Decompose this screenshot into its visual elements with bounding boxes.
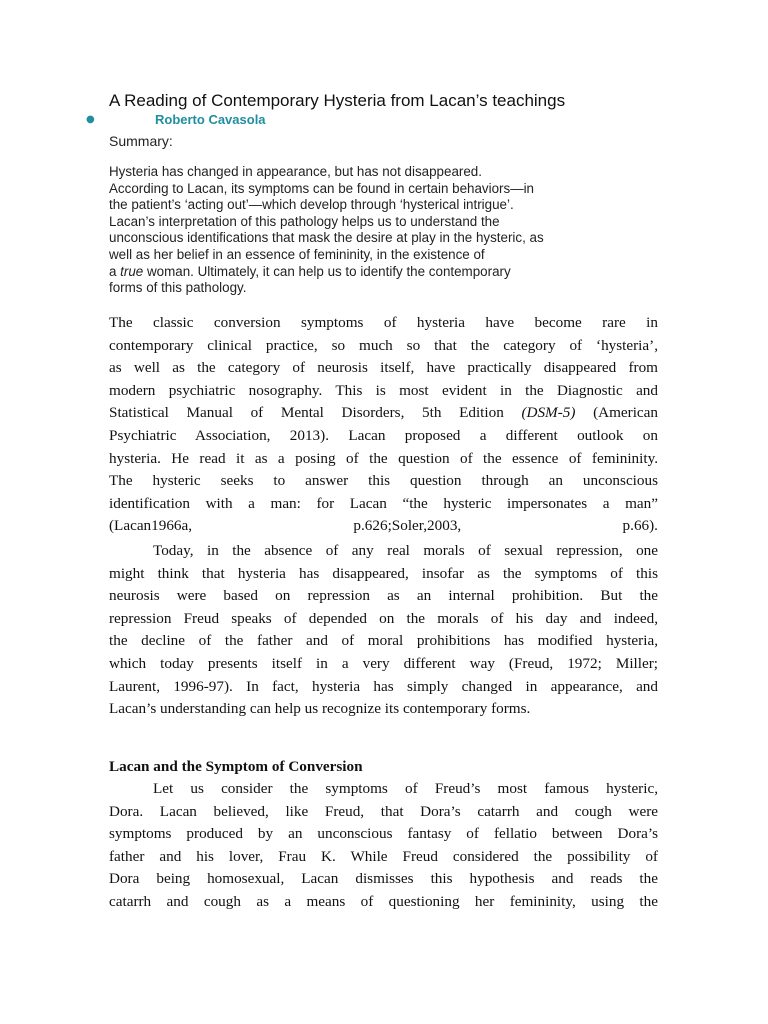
- summary-text-fragment: woman. Ultimately, it can help us to identify the contemporary: [143, 263, 511, 279]
- paragraph-line: catarrh and cough as a means of questioning her femininity, using the: [109, 892, 658, 910]
- paragraph-line: father and his lover, Frau K. While Freud considered the possibility of: [109, 847, 658, 865]
- paragraph-2: [109, 540, 658, 721]
- text-fragment: Statistical Manual of Mental Disorders, 5th Edition: [109, 404, 522, 422]
- italic-citation: (DSM-5): [521, 404, 576, 422]
- paragraph-line: Today, in the absence of any real morals of sexual repression, one: [153, 542, 658, 559]
- paragraph-line: as well as the category of neurosis itself, have practically disappeared from: [109, 359, 658, 377]
- paragraph-line: contemporary clinical practice, so much so that the category of ‘hysteria’,: [109, 336, 658, 354]
- paragraph-line: neurosis were based on repression as an internal prohibition. But the: [109, 587, 658, 605]
- paragraph-line: the decline of the father and of moral prohibitions has modified hysteria,: [109, 632, 658, 650]
- citation-part: p.626;Soler,2003,: [353, 517, 462, 535]
- summary-italic-word: true: [120, 263, 144, 279]
- summary-line: well as her belief in an essence of femininity, in the existence of: [109, 246, 485, 262]
- summary-line: Hysteria has changed in appearance, but has not disappeared.: [109, 164, 482, 179]
- bullet-icon: ●: [86, 114, 95, 125]
- summary-line: the patient’s ‘acting out’—which develop through ‘hysterical intrigue’.: [109, 197, 514, 213]
- paragraph-line: The classic conversion symptoms of hysteria have become rare in: [109, 314, 658, 331]
- paragraph-line: modern psychiatric nosography. This is most evident in the Diagnostic and: [109, 381, 658, 399]
- section-heading: Lacan and the Symptom of Conversion: [109, 758, 363, 775]
- paragraph-line: Let us consider the symptoms of Freud’s most famous hysteric,: [153, 780, 658, 797]
- summary-label: Summary:: [109, 133, 173, 149]
- summary-line: According to Lacan, its symptoms can be found in certain behaviors—in: [109, 180, 535, 196]
- paragraph-line: hysteria. He read it as a posing of the question of the essence of femininity.: [109, 449, 658, 467]
- paragraph-line: Lacan’s understanding can help us recognize its contemporary forms.: [109, 700, 531, 718]
- paragraph-line: repression Freud speaks of depended on the morals of his day and indeed,: [109, 609, 658, 627]
- summary-line: forms of this pathology.: [109, 280, 247, 296]
- paragraph-line: Psychiatric Association, 2013). Lacan proposed a different outlook on: [109, 426, 658, 444]
- paragraph-line: [109, 402, 658, 425]
- text-fragment: (American: [575, 404, 658, 422]
- summary-line: [109, 264, 669, 281]
- paragraph-line: [109, 515, 658, 538]
- citation-part: (Lacan1966a,: [109, 517, 193, 535]
- citation-part: p.66).: [622, 517, 658, 535]
- paragraph-line: symptoms produced by an unconscious fantasy of fellatio between Dora’s: [109, 825, 658, 843]
- summary-text: [109, 164, 669, 297]
- paragraph-line: identification with a man: for Lacan “the hysteric impersonates a man”: [109, 494, 658, 512]
- summary-line: Lacan’s interpretation of this pathology helps us to understand the: [109, 213, 500, 229]
- paragraph-line: which today presents itself in a very different way (Freud, 1972; Miller;: [109, 654, 658, 672]
- summary-text-fragment: a: [109, 263, 121, 279]
- paragraph-1: [109, 312, 658, 538]
- paragraph-line: Dora being homosexual, Lacan dismisses this hypothesis and reads the: [109, 870, 658, 888]
- author-name: Roberto Cavasola: [155, 112, 266, 127]
- document-title: A Reading of Contemporary Hysteria from Lacan’s teachings: [109, 91, 566, 110]
- paragraph-3: [109, 778, 658, 914]
- paragraph-line: The hysteric seeks to answer this question through an unconscious: [109, 472, 658, 490]
- paragraph-line: might think that hysteria has disappeared, insofar as the symptoms of this: [109, 564, 658, 582]
- paragraph-line: Dora. Lacan believed, like Freud, that Dora’s catarrh and cough were: [109, 802, 658, 820]
- summary-line: unconscious identifications that mask the desire at play in the hysteric, as: [109, 230, 544, 246]
- paragraph-line: Laurent, 1996-97). In fact, hysteria has simply changed in appearance, and: [109, 677, 658, 695]
